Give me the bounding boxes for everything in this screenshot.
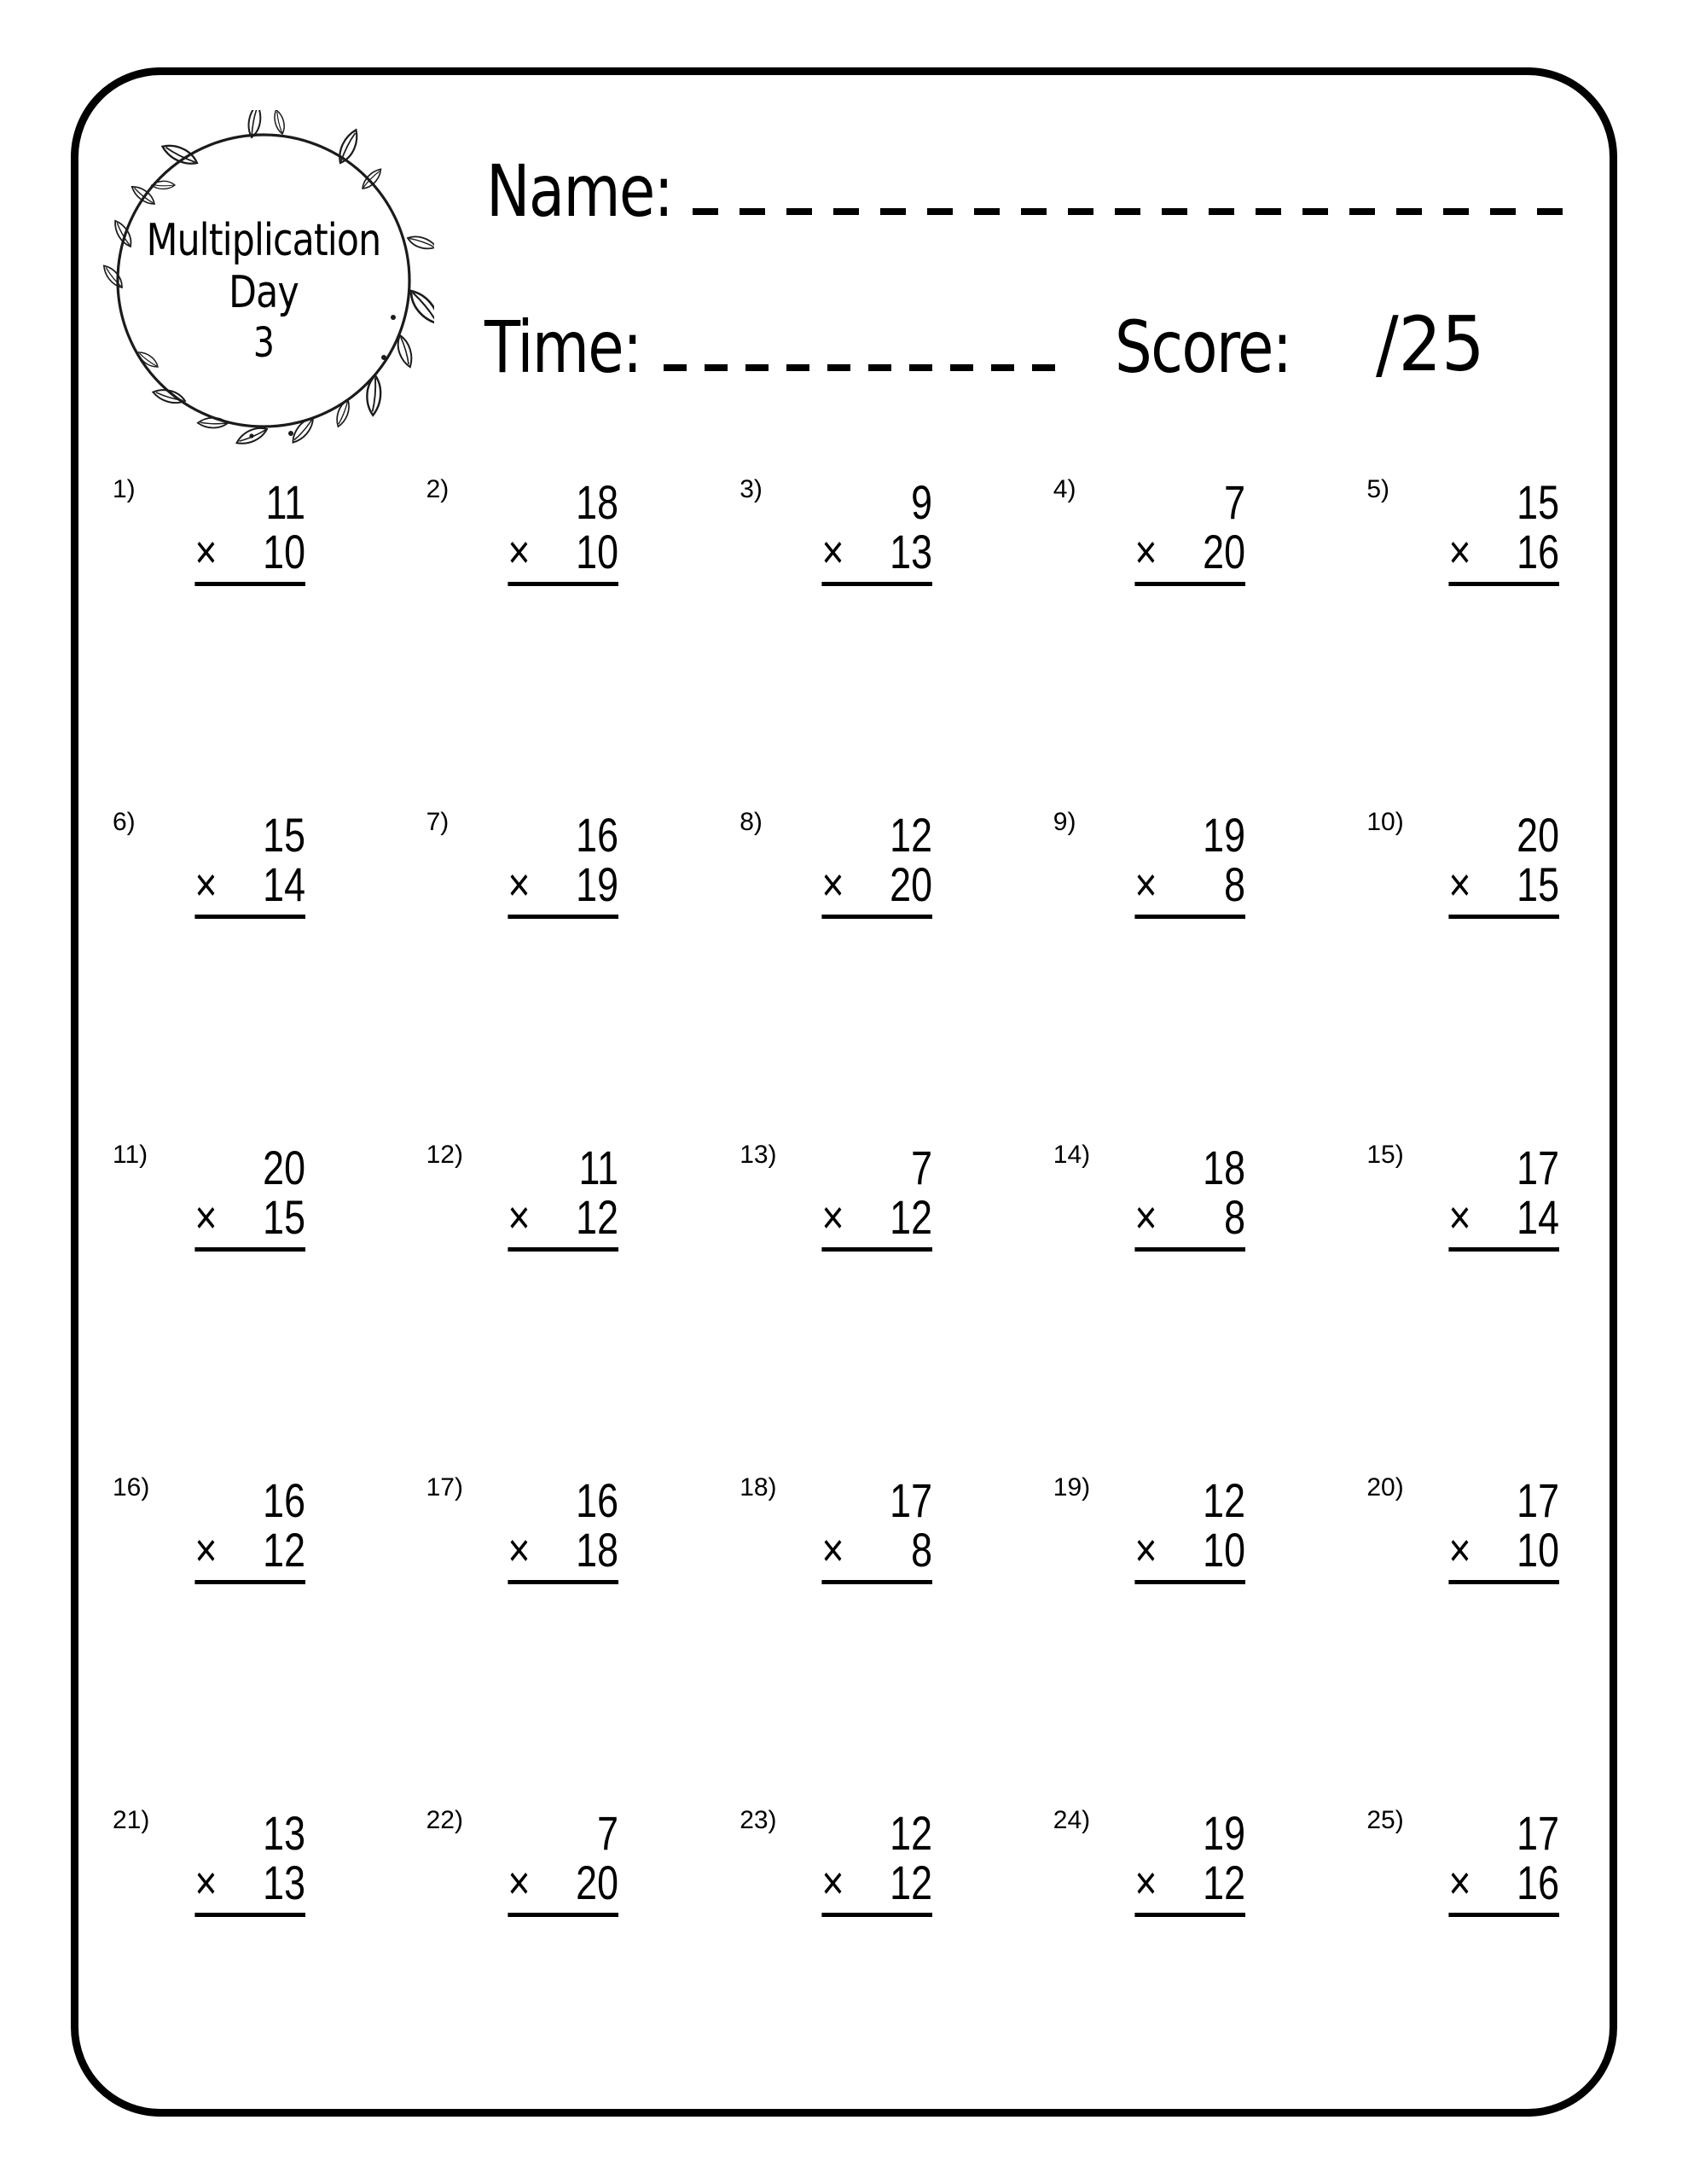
answer-space[interactable] bbox=[1069, 973, 1272, 1101]
multiplicand: 17 bbox=[1517, 1141, 1559, 1194]
answer-space[interactable] bbox=[1382, 1639, 1585, 1767]
multiplier: 8 bbox=[1224, 1190, 1246, 1244]
multiplier-row bbox=[1448, 1190, 1559, 1244]
multiply-icon: × bbox=[194, 525, 218, 578]
multiplier-row bbox=[194, 1190, 305, 1244]
score-total: /25 bbox=[1376, 300, 1485, 388]
problem-stack bbox=[821, 1143, 932, 1252]
multiplicand: 11 bbox=[265, 475, 305, 529]
multiplicand: 17 bbox=[1517, 1473, 1559, 1527]
problem-number: 6) bbox=[113, 808, 136, 836]
answer-line bbox=[194, 1247, 305, 1252]
answer-space[interactable] bbox=[755, 1306, 958, 1434]
multiply-icon: × bbox=[1134, 1523, 1157, 1577]
problem-cell bbox=[1035, 474, 1349, 807]
answer-space[interactable] bbox=[442, 1306, 645, 1434]
problem-cell bbox=[721, 1805, 1035, 2138]
multiplier-row bbox=[1135, 1525, 1246, 1575]
multiply-icon: × bbox=[1448, 525, 1471, 578]
time-label: Time: bbox=[484, 305, 641, 389]
logo-title-line2: Day bbox=[229, 267, 299, 318]
answer-line bbox=[1135, 1247, 1246, 1252]
answer-line bbox=[821, 1913, 932, 1917]
multiply-icon: × bbox=[821, 1856, 844, 1909]
answer-space[interactable] bbox=[128, 641, 331, 769]
problem-stack bbox=[1134, 475, 1246, 586]
problem-cell bbox=[721, 1472, 1035, 1805]
answer-line bbox=[1448, 1247, 1559, 1252]
problem-number: 23) bbox=[740, 1806, 777, 1834]
multiplier: 8 bbox=[1224, 857, 1246, 911]
problem-cell bbox=[408, 807, 722, 1140]
problem-number: 9) bbox=[1053, 808, 1076, 836]
answer-space[interactable] bbox=[755, 1639, 958, 1767]
multiply-icon: × bbox=[821, 1523, 844, 1577]
problem-stack bbox=[821, 1473, 932, 1584]
problem-stack bbox=[1135, 1143, 1246, 1252]
problem-cell bbox=[1348, 474, 1662, 807]
answer-space[interactable] bbox=[755, 641, 958, 769]
problem-cell bbox=[408, 1472, 722, 1805]
answer-line bbox=[194, 915, 305, 919]
multiplier-row bbox=[1134, 857, 1246, 911]
multiply-icon: × bbox=[194, 1190, 218, 1244]
multiplicand: 7 bbox=[597, 1806, 619, 1860]
answer-space[interactable] bbox=[128, 1306, 331, 1434]
logo-title-line1: Multiplication bbox=[146, 215, 381, 266]
problem-stack bbox=[194, 1806, 305, 1917]
problem-stack bbox=[1448, 1806, 1559, 1917]
multiply-icon: × bbox=[1448, 1856, 1471, 1909]
multiplicand: 19 bbox=[1203, 808, 1246, 862]
answer-space[interactable] bbox=[128, 1972, 331, 2100]
multiplier: 16 bbox=[1517, 525, 1559, 578]
multiplier: 10 bbox=[576, 525, 619, 578]
multiplier: 13 bbox=[889, 525, 932, 578]
problem-stack bbox=[508, 1143, 619, 1252]
multiplier: 14 bbox=[262, 857, 305, 911]
logo-title bbox=[119, 215, 409, 367]
problem-number: 1) bbox=[113, 475, 136, 503]
multiplicand: 12 bbox=[889, 1806, 932, 1860]
multiplier: 15 bbox=[1517, 857, 1559, 911]
problem-number: 20) bbox=[1366, 1473, 1404, 1502]
problem-cell bbox=[408, 1805, 722, 2138]
multiply-icon: × bbox=[821, 857, 844, 911]
multiply-icon: × bbox=[1448, 1523, 1471, 1577]
problem-stack bbox=[194, 810, 305, 919]
multiplicand: 20 bbox=[262, 1141, 305, 1194]
problem-number: 11) bbox=[113, 1141, 148, 1169]
multiplier: 12 bbox=[1203, 1856, 1246, 1909]
problem-cell bbox=[1035, 1805, 1349, 2138]
multiplier-row bbox=[508, 527, 619, 577]
answer-line bbox=[821, 1247, 932, 1252]
answer-line bbox=[1448, 915, 1559, 919]
multiplier-row bbox=[1448, 857, 1559, 911]
multiplicand: 16 bbox=[576, 808, 619, 862]
multiplier-row bbox=[821, 1190, 932, 1244]
problem-stack bbox=[508, 1473, 619, 1584]
multiplier: 15 bbox=[262, 1190, 305, 1244]
answer-space[interactable] bbox=[1382, 641, 1585, 769]
problem-stack bbox=[821, 1806, 932, 1917]
problem-cell bbox=[408, 1140, 722, 1472]
answer-line bbox=[508, 915, 619, 919]
problem-cell bbox=[94, 1140, 408, 1472]
multiplier: 10 bbox=[262, 525, 305, 578]
problem-number: 16) bbox=[113, 1473, 150, 1502]
problem-stack bbox=[194, 475, 305, 586]
answer-space[interactable] bbox=[755, 1972, 958, 2100]
answer-space[interactable] bbox=[1069, 1639, 1272, 1767]
answer-line bbox=[1448, 1580, 1559, 1584]
multiplier: 16 bbox=[1517, 1856, 1559, 1909]
answer-line bbox=[1448, 582, 1559, 586]
multiply-icon: × bbox=[508, 1523, 531, 1577]
multiplicand: 17 bbox=[1517, 1806, 1559, 1860]
logo-title-line3: 3 bbox=[252, 319, 275, 367]
problem-number: 24) bbox=[1053, 1806, 1091, 1834]
answer-space[interactable] bbox=[442, 641, 645, 769]
multiplier: 10 bbox=[1517, 1523, 1559, 1577]
problem-number: 21) bbox=[113, 1806, 150, 1834]
answer-space[interactable] bbox=[1382, 1306, 1585, 1434]
multiply-icon: × bbox=[508, 525, 531, 578]
problem-number: 2) bbox=[426, 475, 450, 503]
multiply-icon: × bbox=[508, 1190, 531, 1244]
problem-stack bbox=[1135, 810, 1246, 919]
problem-number: 4) bbox=[1053, 475, 1076, 503]
multiplier-row bbox=[1135, 527, 1246, 577]
problems-grid bbox=[94, 474, 1662, 2138]
answer-line bbox=[194, 1913, 305, 1917]
multiplicand: 20 bbox=[1517, 808, 1559, 862]
problem-cell bbox=[1035, 807, 1349, 1140]
problem-stack bbox=[1448, 1143, 1559, 1252]
multiplicand: 11 bbox=[578, 1141, 619, 1194]
problem-cell bbox=[721, 1140, 1035, 1472]
problem-cell bbox=[1348, 1805, 1662, 2138]
multiplier: 19 bbox=[576, 857, 619, 911]
problem-number: 8) bbox=[740, 808, 763, 836]
problem-number: 3) bbox=[740, 475, 763, 503]
multiplicand: 7 bbox=[910, 1141, 932, 1194]
multiplicand: 9 bbox=[910, 475, 932, 529]
multiplier: 12 bbox=[262, 1523, 305, 1577]
problem-number: 17) bbox=[426, 1473, 463, 1502]
answer-space[interactable] bbox=[128, 1639, 331, 1767]
problem-number: 7) bbox=[426, 808, 450, 836]
problem-cell bbox=[1348, 1472, 1662, 1805]
multiply-icon: × bbox=[194, 1856, 218, 1909]
multiply-icon: × bbox=[1134, 1190, 1157, 1244]
multiplier-row bbox=[1448, 1525, 1559, 1575]
answer-line bbox=[821, 582, 932, 586]
multiplicand: 15 bbox=[1517, 475, 1559, 529]
multiplier-row bbox=[508, 1190, 619, 1244]
multiplier-row bbox=[194, 527, 305, 577]
problem-number: 19) bbox=[1053, 1473, 1091, 1502]
multiply-icon: × bbox=[194, 1523, 218, 1577]
multiply-icon: × bbox=[1448, 857, 1471, 911]
multiply-icon: × bbox=[508, 1856, 531, 1909]
multiplicand: 16 bbox=[576, 1473, 619, 1527]
name-fill-line[interactable] bbox=[693, 208, 1574, 215]
multiplier: 20 bbox=[889, 857, 932, 911]
answer-line bbox=[1448, 1913, 1559, 1917]
problem-number: 14) bbox=[1053, 1141, 1091, 1169]
problem-number: 25) bbox=[1366, 1806, 1404, 1834]
answer-space[interactable] bbox=[442, 973, 645, 1101]
answer-line bbox=[194, 582, 305, 586]
multiplicand: 17 bbox=[889, 1473, 932, 1527]
problem-stack bbox=[194, 1473, 305, 1584]
time-fill-line[interactable] bbox=[664, 364, 1071, 371]
answer-line bbox=[1135, 1580, 1246, 1584]
multiplier-row bbox=[1448, 1858, 1559, 1908]
problem-number: 10) bbox=[1366, 808, 1404, 836]
multiplier: 20 bbox=[576, 1856, 619, 1909]
answer-line bbox=[821, 915, 932, 919]
problem-stack bbox=[1448, 475, 1559, 586]
multiply-icon: × bbox=[1134, 857, 1157, 911]
problem-cell bbox=[1348, 807, 1662, 1140]
multiplier: 10 bbox=[1203, 1523, 1246, 1577]
answer-line bbox=[508, 582, 619, 586]
answer-line bbox=[194, 1580, 305, 1584]
score-label: Score: bbox=[1115, 305, 1291, 389]
problem-number: 12) bbox=[426, 1141, 463, 1169]
answer-space[interactable] bbox=[1069, 641, 1272, 769]
problem-number: 15) bbox=[1366, 1141, 1404, 1169]
problem-stack bbox=[508, 1806, 619, 1917]
multiplicand: 18 bbox=[1203, 1141, 1246, 1194]
answer-space[interactable] bbox=[1382, 1972, 1585, 2100]
problem-number: 5) bbox=[1366, 475, 1390, 503]
multiplicand: 12 bbox=[1203, 1473, 1246, 1527]
problem-stack bbox=[1134, 1473, 1246, 1584]
problem-stack bbox=[508, 810, 619, 919]
multiplier: 20 bbox=[1203, 525, 1246, 578]
multiplicand: 15 bbox=[262, 808, 305, 862]
multiplier-row bbox=[1135, 1858, 1246, 1908]
problem-cell bbox=[1348, 1140, 1662, 1472]
multiplier: 14 bbox=[1517, 1190, 1559, 1244]
multiply-icon: × bbox=[821, 1190, 844, 1244]
answer-line bbox=[1135, 915, 1246, 919]
multiplier-row bbox=[508, 1858, 619, 1908]
multiplicand: 19 bbox=[1203, 1806, 1246, 1860]
multiply-icon: × bbox=[1448, 1190, 1471, 1244]
multiplier-row bbox=[1134, 1190, 1246, 1244]
problem-stack bbox=[508, 475, 619, 586]
problem-number: 18) bbox=[740, 1473, 777, 1502]
answer-line bbox=[508, 1247, 619, 1252]
answer-space[interactable] bbox=[755, 973, 958, 1101]
problem-cell bbox=[94, 1805, 408, 2138]
multiplier: 8 bbox=[910, 1523, 932, 1577]
answer-space[interactable] bbox=[442, 1972, 645, 2100]
multiplicand: 7 bbox=[1224, 475, 1246, 529]
answer-space[interactable] bbox=[128, 973, 331, 1101]
multiplier-row bbox=[508, 857, 619, 911]
multiply-icon: × bbox=[821, 525, 844, 578]
multiplicand: 13 bbox=[262, 1806, 305, 1860]
problem-cell bbox=[94, 807, 408, 1140]
multiply-icon: × bbox=[194, 857, 218, 911]
multiply-icon: × bbox=[508, 857, 531, 911]
problem-stack bbox=[1448, 810, 1559, 919]
multiplier: 13 bbox=[262, 1856, 305, 1909]
problem-stack bbox=[1134, 1806, 1246, 1917]
answer-line bbox=[1135, 582, 1246, 586]
multiplier-row bbox=[821, 1525, 932, 1575]
problem-cell bbox=[94, 1472, 408, 1805]
problem-cell bbox=[408, 474, 722, 807]
answer-space[interactable] bbox=[1069, 1306, 1272, 1434]
multiplier-row bbox=[1448, 527, 1559, 577]
multiplier: 12 bbox=[576, 1190, 619, 1244]
multiplier-row bbox=[821, 857, 932, 911]
problem-stack bbox=[194, 1143, 305, 1252]
multiplicand: 12 bbox=[889, 808, 932, 862]
multiply-icon: × bbox=[1134, 1856, 1157, 1909]
problem-cell bbox=[94, 474, 408, 807]
problem-cell bbox=[721, 807, 1035, 1140]
multiplier: 18 bbox=[576, 1523, 619, 1577]
multiplier: 12 bbox=[889, 1190, 932, 1244]
multiplier-row bbox=[194, 1858, 305, 1908]
problem-number: 22) bbox=[426, 1806, 463, 1834]
multiplicand: 16 bbox=[262, 1473, 305, 1527]
answer-line bbox=[508, 1913, 619, 1917]
problem-stack bbox=[1448, 1473, 1559, 1584]
problem-stack bbox=[821, 810, 932, 919]
multiplier-row bbox=[194, 857, 305, 911]
multiplier-row bbox=[821, 1858, 932, 1908]
answer-space[interactable] bbox=[1382, 973, 1585, 1101]
answer-line bbox=[821, 1580, 932, 1584]
answer-line bbox=[1135, 1913, 1246, 1917]
problem-cell bbox=[721, 474, 1035, 807]
multiplier-row bbox=[508, 1525, 619, 1575]
multiply-icon: × bbox=[1134, 525, 1157, 578]
problem-cell bbox=[1035, 1472, 1349, 1805]
multiplicand: 18 bbox=[576, 475, 619, 529]
problem-stack bbox=[821, 475, 932, 586]
multiplier-row bbox=[821, 527, 932, 577]
problem-cell bbox=[1035, 1140, 1349, 1472]
problem-number: 13) bbox=[740, 1141, 777, 1169]
answer-space[interactable] bbox=[442, 1639, 645, 1767]
answer-line bbox=[508, 1580, 619, 1584]
answer-space[interactable] bbox=[1069, 1972, 1272, 2100]
multiplier-row bbox=[194, 1525, 305, 1575]
multiplier: 12 bbox=[889, 1856, 932, 1909]
name-label: Name: bbox=[486, 149, 673, 233]
